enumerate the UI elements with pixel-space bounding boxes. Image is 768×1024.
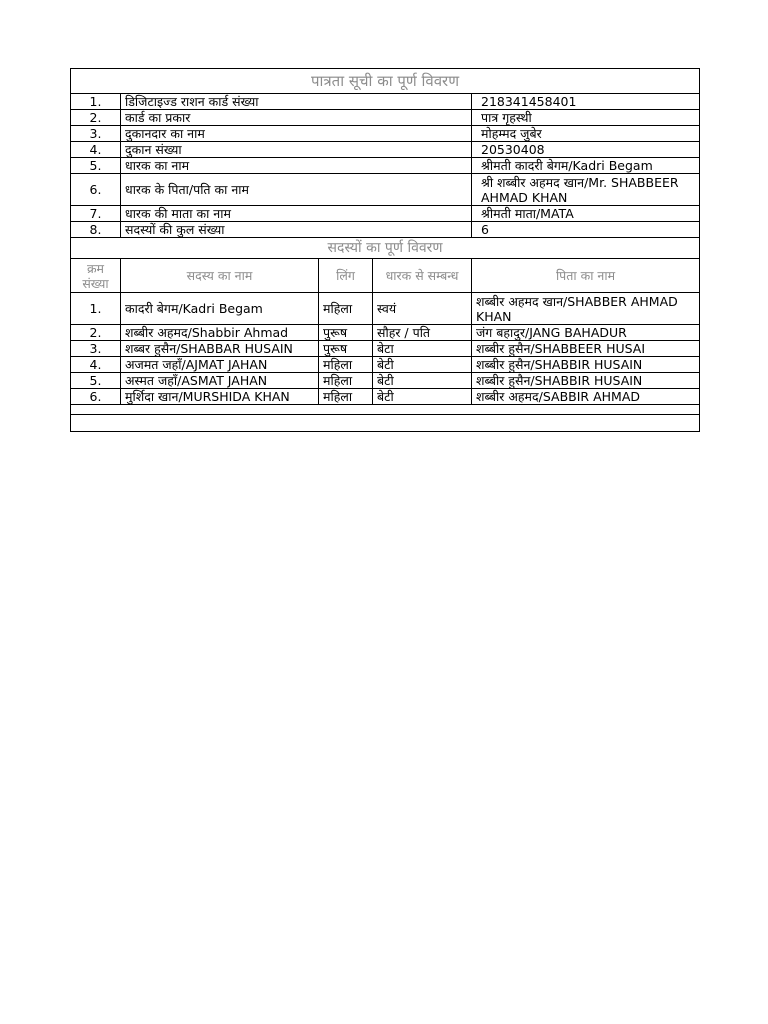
card-row	[71, 126, 700, 142]
header-member-name: सदस्य का नाम	[121, 259, 319, 293]
member-gender: महिला	[319, 389, 373, 405]
card-row-number: 8.	[71, 222, 121, 238]
card-row-number: 2.	[71, 110, 121, 126]
member-gender: महिला	[319, 293, 373, 325]
ration-card-document	[70, 68, 699, 432]
card-details-table	[70, 68, 700, 432]
member-serial: 2.	[71, 325, 121, 341]
member-row	[71, 373, 700, 389]
member-name: अजमत जहाँ/AJMAT JAHAN	[121, 357, 319, 373]
member-gender: पुरूष	[319, 341, 373, 357]
member-father-name: शब्बीर अहमद खान/SHABBER AHMAD KHAN	[472, 293, 700, 325]
card-row-label: डिजिटाइज्ड राशन कार्ड संख्या	[121, 94, 472, 110]
card-row	[71, 142, 700, 158]
header-relation: धारक से सम्बन्ध	[373, 259, 472, 293]
card-row-number: 6.	[71, 174, 121, 206]
member-row	[71, 341, 700, 357]
card-row-label: सदस्यों की कुल संख्या	[121, 222, 472, 238]
card-row-value: 6	[472, 222, 700, 238]
member-serial: 3.	[71, 341, 121, 357]
header-father-name: पिता का नाम	[472, 259, 700, 293]
member-row	[71, 389, 700, 405]
member-father-name: शब्बीर हुसैन/SHABBIR HUSAIN	[472, 373, 700, 389]
member-father-name: शब्बीर अहमद/SABBIR AHMAD	[472, 389, 700, 405]
member-serial: 1.	[71, 293, 121, 325]
card-row-label: धारक का नाम	[121, 158, 472, 174]
card-row-value: श्रीमती कादरी बेगम/Kadri Begam	[472, 158, 700, 174]
header-gender: लिंग	[319, 259, 373, 293]
member-name: शब्बर हुसैन/SHABBAR HUSAIN	[121, 341, 319, 357]
member-relation: स्वयं	[373, 293, 472, 325]
card-row-label: दुकानदार का नाम	[121, 126, 472, 142]
member-name: अस्मत जहाँ/ASMAT JAHAN	[121, 373, 319, 389]
member-gender: महिला	[319, 357, 373, 373]
card-row	[71, 174, 700, 206]
member-row	[71, 357, 700, 373]
card-row	[71, 94, 700, 110]
member-father-name: शब्बीर हुसैन/SHABBIR HUSAIN	[472, 357, 700, 373]
member-name: शब्बीर अहमद/Shabbir Ahmad	[121, 325, 319, 341]
card-row	[71, 206, 700, 222]
card-row-number: 4.	[71, 142, 121, 158]
card-row-value: मोहम्मद जुबेर	[472, 126, 700, 142]
member-relation: बेटी	[373, 389, 472, 405]
member-name: कादरी बेगम/Kadri Begam	[121, 293, 319, 325]
member-row	[71, 293, 700, 325]
card-row-value: श्रीमती माता/MATA	[472, 206, 700, 222]
members-header-row	[71, 259, 700, 293]
card-row-label: दुकान संख्या	[121, 142, 472, 158]
card-row	[71, 158, 700, 174]
member-name: मुर्शिदा खान/MURSHIDA KHAN	[121, 389, 319, 405]
card-row-number: 1.	[71, 94, 121, 110]
card-row-value: 218341458401	[472, 94, 700, 110]
card-row-number: 5.	[71, 158, 121, 174]
card-row	[71, 110, 700, 126]
member-father-name: शब्बीर हुसैन/SHABBEER HUSAI	[472, 341, 700, 357]
card-row	[71, 222, 700, 238]
member-relation: बेटी	[373, 357, 472, 373]
member-serial: 4.	[71, 357, 121, 373]
member-serial: 6.	[71, 389, 121, 405]
card-row-label: कार्ड का प्रकार	[121, 110, 472, 126]
card-row-value: श्री शब्बीर अहमद खान/Mr. SHABBEER AHMAD KHAN	[472, 174, 700, 206]
card-row-number: 3.	[71, 126, 121, 142]
member-gender: महिला	[319, 373, 373, 389]
member-relation: बेटा	[373, 341, 472, 357]
card-section-title: पात्रता सूची का पूर्ण विवरण	[71, 69, 700, 94]
member-row	[71, 325, 700, 341]
member-relation: बेटी	[373, 373, 472, 389]
header-serial: क्रम संख्या	[71, 259, 121, 293]
blank-row	[71, 415, 700, 432]
card-row-number: 7.	[71, 206, 121, 222]
member-gender: पुरूष	[319, 325, 373, 341]
member-father-name: जंग बहादुर/JANG BAHADUR	[472, 325, 700, 341]
card-row-value: 20530408	[472, 142, 700, 158]
member-serial: 5.	[71, 373, 121, 389]
blank-row	[71, 405, 700, 415]
members-section-title: सदस्यों का पूर्ण विवरण	[71, 238, 700, 259]
card-row-label: धारक की माता का नाम	[121, 206, 472, 222]
card-row-value: पात्र गृहस्थी	[472, 110, 700, 126]
card-row-label: धारक के पिता/पति का नाम	[121, 174, 472, 206]
member-relation: सौहर / पति	[373, 325, 472, 341]
